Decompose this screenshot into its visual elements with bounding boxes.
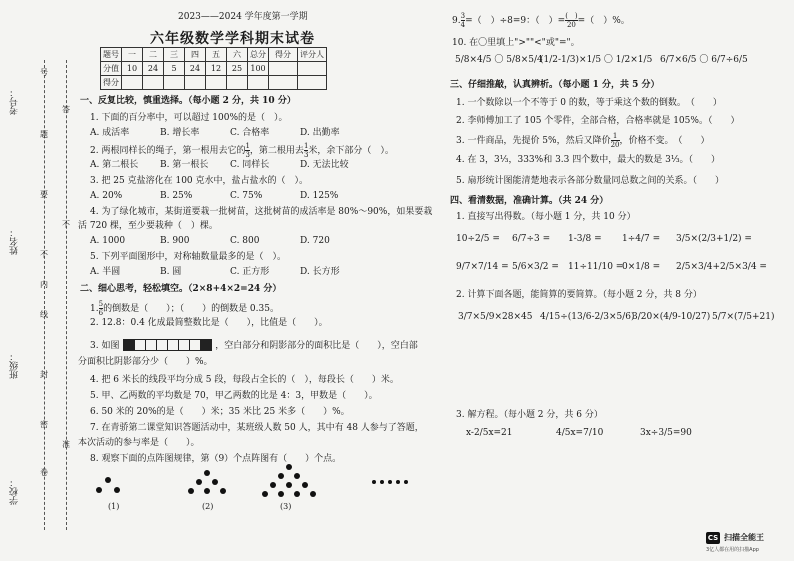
- oral-calc: 11÷11/10 =: [568, 262, 624, 272]
- rule-char: 密: [40, 420, 48, 429]
- option: B. 圆: [160, 267, 182, 277]
- rule-char: 不: [62, 220, 70, 229]
- binding-school-label: 学校：: [10, 478, 20, 505]
- option: C. 同样长: [230, 160, 270, 170]
- oral-calc: 10÷2/5 =: [456, 234, 500, 244]
- section-3-heading: 三、仔细推敲，认真辨析。（每小题 1 分，共 5 分）: [450, 80, 660, 90]
- compare-item: (1/2-1/3)×1/5 〇 1/2×1/5: [540, 55, 653, 65]
- dot-pattern-3: [262, 464, 322, 498]
- option: C. 75%: [230, 191, 263, 201]
- option: A. 第二根长: [90, 160, 139, 170]
- question: 4. 把 6 米长的线段平均分成 5 段，每段占全长的（ ），每段长（ ）米。: [90, 375, 399, 385]
- rule-char: 号: [40, 68, 48, 77]
- fraction: $\frac{5}{6}$: [98, 300, 104, 317]
- dot-pattern-1: [100, 474, 140, 496]
- question: 1. $\frac{5}{6}$ 的倒数是（ ）；（ ）的倒数是 0.35。: [90, 300, 279, 317]
- calc-item: 3/7×5/9×28×45: [458, 312, 533, 322]
- question: 2. 两根同样长的绳子，第一根用去它的 $\frac{1}{3}$ ，第二根用去 $\frac{1}{3}$ 米，余下部分（ ）。: [90, 142, 394, 159]
- question: 活 720 棵，至少要栽种（ ）棵。: [78, 221, 218, 231]
- binding-class-label: 班级：: [10, 352, 20, 379]
- option: B. 900: [160, 236, 190, 246]
- rule-char: 要: [40, 190, 48, 199]
- question: 9. $\frac{3}{4}$ =（ ）÷8=9：（ ）= $\frac{( )}{20}$ =（ ）%。: [452, 12, 630, 29]
- figure-label: (3): [280, 502, 292, 511]
- option: D. 长方形: [300, 267, 340, 277]
- equation: 4/5x=7/10: [556, 428, 604, 438]
- option: D. 无法比较: [300, 160, 349, 170]
- fraction: $\frac{1}{3}$: [303, 142, 309, 159]
- sub-heading: 1. 直接写出得数。（每小题 1 分，共 10 分）: [456, 212, 636, 222]
- shaded-grid-figure: [124, 339, 212, 352]
- judge-item: 1. 一个数除以一个不等于 0 的数，等于乘这个数的倒数。 （ ）: [456, 98, 722, 108]
- calc-item: 5/7×(7/5+21): [712, 312, 775, 322]
- option: A. 20%: [90, 191, 123, 201]
- rule-char: 内: [40, 280, 48, 289]
- question: 5. 甲、乙两数的平均数是 70，甲乙两数的比是 4：3，甲数是（ ）。: [90, 391, 378, 401]
- question: 5. 下列平面图形中，对称轴数量最多的是（ ）。: [90, 252, 286, 262]
- section-2-heading: 二、细心思考，轻松填空。（2×8+4×2=24 分）: [80, 284, 282, 294]
- sub-heading: 3. 解方程。（每小题 2 分，共 6 分）: [456, 410, 603, 420]
- ellipsis-dots: [372, 474, 412, 496]
- question: 1. 下面的百分率中，可以超过 100%的是（ ）。: [90, 113, 288, 123]
- option: A. 成活率: [90, 128, 130, 138]
- score-table-row: 得分: [101, 76, 327, 90]
- fraction: $\frac{1}{3}$: [245, 142, 250, 159]
- question: 7. 在青骄第二课堂知识答题活动中，某班级人数 50 人，其中有 48 人参与了答题，: [90, 423, 424, 433]
- judge-item: 4. 在 3，3⅓，333%和 3.3 四个数中，最大的数是 3⅓。（ ）: [456, 155, 721, 165]
- question: 4. 为了绿化城市，某街道要栽一批树苗，这批树苗的成活率是 80%～90%，如果要栽: [90, 207, 433, 217]
- compare-item: 6/7×6/5 〇 6/7÷6/5: [660, 55, 748, 65]
- scanner-name: 扫描全能王: [724, 533, 764, 542]
- oral-calc: 5/6×3/2 =: [512, 262, 559, 272]
- score-table: [100, 47, 327, 90]
- score-table-row: 分值 10 24 5 24 12 25 100: [101, 62, 327, 76]
- option: C. 800: [230, 236, 260, 246]
- binding-number-label: 考号：: [10, 88, 20, 115]
- question: 10. 在〇里填上">""<"或"="。: [452, 38, 580, 48]
- dot-pattern-2: [186, 470, 236, 498]
- oral-calc: 1-3/8 =: [568, 234, 602, 244]
- judge-item: 3. 一件商品，先提价 5%，然后又降价 $\frac{1}{20}$ ，价格不变。 （ ）: [456, 132, 710, 149]
- option: B. 25%: [160, 191, 193, 201]
- camscanner-logo-icon: CS: [707, 534, 719, 542]
- question: 2. 12.8：0.4 化成最简整数比是（ ），比值是（ ）。: [90, 318, 328, 328]
- equation: 3x÷3/5=90: [640, 428, 692, 438]
- rule-char: 题: [40, 130, 48, 139]
- option: C. 正方形: [230, 267, 270, 277]
- question: 3. 如图 ，空白部分和阴影部分的面积比是（ ），空白部: [90, 340, 418, 351]
- rule-char: 卷: [40, 468, 48, 477]
- option: B. 第一根长: [160, 160, 209, 170]
- option: D. 125%: [300, 191, 339, 201]
- equation: x-2/5x=21: [466, 428, 513, 438]
- calc-item: 3/20×(4/9-10/27): [632, 312, 711, 322]
- exam-title: 六年级数学学科期末试卷: [150, 31, 315, 47]
- rule-char: 准: [62, 440, 70, 449]
- judge-item: 5. 扇形统计图能清楚地表示各部分数量同总数之间的关系。（ ）: [456, 176, 724, 186]
- option: B. 增长率: [160, 128, 200, 138]
- compare-item: 5/8×4/5 〇 5/8×5/4: [455, 55, 543, 65]
- fraction: $\frac{( )}{20}$: [565, 12, 578, 29]
- binding-name-label: 姓名：: [10, 228, 20, 255]
- scanner-tagline: 3亿人都在用的扫描App: [706, 547, 759, 553]
- question: 分面积比阴影部分少（ ）%。: [78, 357, 213, 367]
- rule-char: 不: [40, 250, 48, 259]
- calc-item: 4/15÷(13/6-2/3×5/6): [540, 312, 635, 322]
- oral-calc: 0×1/8 =: [622, 262, 661, 272]
- sub-heading: 2. 计算下面各题，能简算的要简算。（每小题 2 分，共 8 分）: [456, 290, 702, 300]
- option: D. 720: [300, 236, 330, 246]
- section-4-heading: 四、看清数据，准确计算。（共 24 分）: [450, 196, 609, 206]
- fraction: $\frac{1}{20}$: [610, 132, 620, 149]
- fraction: $\frac{3}{4}$: [460, 12, 466, 29]
- option: A. 1000: [90, 236, 126, 246]
- figure-label: (1): [108, 502, 120, 511]
- binding-dashed-line-2: [66, 60, 67, 530]
- rule-char: 封: [40, 370, 48, 379]
- option: D. 出勤率: [300, 128, 340, 138]
- oral-calc: 9/7×7/14 =: [456, 262, 509, 272]
- question: 本次活动的参与率是（ ）。: [78, 438, 200, 448]
- question: 3. 把 25 克盐溶化在 100 克水中，盐占盐水的（ ）。: [90, 176, 309, 186]
- score-table-row: 题号 一 二 三 四 五 六 总分 得分 评分人: [101, 48, 327, 62]
- figure-label: (2): [202, 502, 214, 511]
- question: 6. 50 米的 20%的是（ ）米；35 米比 25 米多（ ）%。: [90, 407, 350, 417]
- oral-calc: 1÷4/7 =: [622, 234, 661, 244]
- rule-char: 线: [40, 310, 48, 319]
- section-1-heading: 一、反复比较，慎重选择。（每小题 2 分，共 10 分）: [80, 96, 296, 106]
- question: 8. 观察下面的点阵图规律，第（9）个点阵图有（ ）个点。: [90, 454, 342, 464]
- option: C. 合格率: [230, 128, 270, 138]
- option: A. 半圆: [90, 267, 121, 277]
- rule-char: 答: [62, 105, 70, 114]
- school-year: 2023——2024 学年度第一学期: [178, 12, 308, 22]
- oral-calc: 3/5×(2/3+1/2) =: [676, 234, 752, 244]
- oral-calc: 2/5×3/4+2/5×3/4 =: [676, 262, 767, 272]
- oral-calc: 6/7÷3 =: [512, 234, 551, 244]
- judge-item: 2. 李师傅加工了 105 个零件，全部合格，合格率就是 105%。（ ）: [456, 116, 740, 126]
